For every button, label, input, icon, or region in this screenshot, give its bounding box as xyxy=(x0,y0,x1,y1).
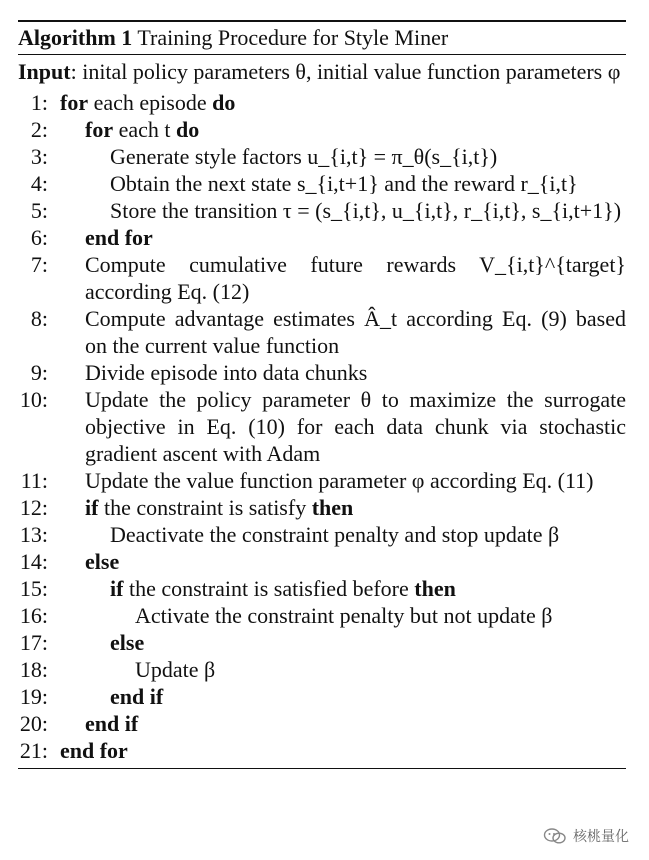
line-number: 20: xyxy=(19,711,48,736)
line-body xyxy=(85,224,626,251)
line-body xyxy=(85,251,626,305)
line-number: 15: xyxy=(19,576,48,601)
algorithm-line xyxy=(18,629,626,656)
algorithm-line xyxy=(18,143,626,170)
line-body xyxy=(135,602,626,629)
line-body xyxy=(85,359,626,386)
line-text: Deactivate the constraint penalty and stop update β xyxy=(110,522,560,547)
algorithm-line xyxy=(18,494,626,521)
watermark-text: 核桃量化 xyxy=(573,829,629,845)
line-text: Obtain the next state s_{i,t+1} and the reward r_{i,t} xyxy=(110,171,578,196)
algorithm-line xyxy=(18,197,626,224)
line-body xyxy=(110,683,626,710)
line-text: Divide episode into data chunks xyxy=(85,360,368,385)
keyword: else xyxy=(85,549,120,574)
line-number: 13: xyxy=(19,522,48,547)
line-text: Compute advantage estimates Â_t according Eq. (9) based on the current value function xyxy=(85,306,626,358)
line-number: 10: xyxy=(19,387,48,412)
algorithm-title-text: Training Procedure for Style Miner xyxy=(137,25,449,50)
input-line xyxy=(18,55,626,85)
keyword: for xyxy=(60,90,89,115)
line-body xyxy=(110,629,626,656)
line-text: each episode xyxy=(88,90,213,115)
line-text: Generate style factors u_{i,t} = π_θ(s_{i,t}) xyxy=(110,144,498,169)
keyword: end for xyxy=(85,225,153,250)
algorithm-line xyxy=(18,224,626,251)
line-text: Store the transition τ = (s_{i,t}, u_{i,t}, r_{i,t}, s_{i,t+1}) xyxy=(110,198,622,223)
line-body xyxy=(135,656,626,683)
keyword: if xyxy=(110,576,124,601)
keyword: do xyxy=(212,90,236,115)
line-number: 2: xyxy=(30,117,48,142)
algorithm-line xyxy=(18,359,626,386)
algorithm-lines xyxy=(18,89,626,764)
algorithm-line xyxy=(18,683,626,710)
algorithm-line xyxy=(18,656,626,683)
line-number: 8: xyxy=(30,306,48,331)
algorithm-line xyxy=(18,170,626,197)
algorithm-line xyxy=(18,548,626,575)
keyword: else xyxy=(110,630,145,655)
line-number: 4: xyxy=(30,171,48,196)
algorithm-line xyxy=(18,602,626,629)
line-body xyxy=(85,467,626,494)
line-body xyxy=(110,197,626,224)
line-number: 12: xyxy=(19,495,48,520)
line-body xyxy=(85,305,626,359)
line-body xyxy=(60,89,626,116)
line-number: 1: xyxy=(30,90,48,115)
algorithm-box xyxy=(18,20,626,769)
keyword: end if xyxy=(110,684,164,709)
line-number: 9: xyxy=(30,360,48,385)
algorithm-title xyxy=(18,22,626,54)
line-body xyxy=(110,170,626,197)
line-body xyxy=(110,575,626,602)
line-text: Update β xyxy=(135,657,216,682)
algorithm-line xyxy=(18,521,626,548)
algorithm-line xyxy=(18,89,626,116)
algorithm-line xyxy=(18,386,626,467)
line-body xyxy=(85,116,626,143)
line-body xyxy=(60,737,626,764)
keyword: end for xyxy=(60,738,128,763)
line-number: 3: xyxy=(30,144,48,169)
line-number: 17: xyxy=(19,630,48,655)
wechat-icon xyxy=(543,828,567,844)
keyword: end if xyxy=(85,711,139,736)
line-text: Update the policy parameter θ to maximize the surrogate objective in Eq. (10) for each data chunk via stochastic gradient ascent with Adam xyxy=(85,387,626,466)
keyword: then xyxy=(414,576,456,601)
line-number: 19: xyxy=(19,684,48,709)
algorithm-line xyxy=(18,116,626,143)
line-number: 16: xyxy=(19,603,48,628)
line-body xyxy=(85,710,626,737)
keyword: do xyxy=(176,117,200,142)
line-text: the constraint is satisfied before xyxy=(123,576,415,601)
line-body xyxy=(85,548,626,575)
algorithm-line xyxy=(18,305,626,359)
bottom-rule xyxy=(18,768,626,769)
line-text: Update the value function parameter φ according Eq. (11) xyxy=(85,468,594,493)
line-number: 5: xyxy=(30,198,48,223)
line-number: 6: xyxy=(30,225,48,250)
watermark xyxy=(543,826,629,846)
line-text: Compute cumulative future rewards V_{i,t}^{target} according Eq. (12) xyxy=(85,252,626,304)
line-text: Activate the constraint penalty but not update β xyxy=(135,603,553,628)
keyword: then xyxy=(311,495,354,520)
line-body xyxy=(85,494,626,521)
line-number: 7: xyxy=(30,252,48,277)
algorithm-line xyxy=(18,737,626,764)
line-text: the constraint is satisfy xyxy=(98,495,312,520)
keyword: if xyxy=(85,495,99,520)
algorithm-label: Algorithm 1 xyxy=(18,25,133,50)
keyword: for xyxy=(85,117,114,142)
algorithm-line xyxy=(18,575,626,602)
line-text: each t xyxy=(113,117,176,142)
line-number: 21: xyxy=(19,738,48,763)
line-body xyxy=(85,386,626,467)
line-number: 18: xyxy=(19,657,48,682)
input-text: : inital policy parameters θ, initial value function parameters φ xyxy=(70,59,621,84)
input-label: Input xyxy=(18,59,71,84)
algorithm-line xyxy=(18,467,626,494)
line-number: 14: xyxy=(19,549,48,574)
line-number: 11: xyxy=(20,468,48,493)
algorithm-line xyxy=(18,251,626,305)
line-body xyxy=(110,143,626,170)
line-body xyxy=(110,521,626,548)
algorithm-line xyxy=(18,710,626,737)
